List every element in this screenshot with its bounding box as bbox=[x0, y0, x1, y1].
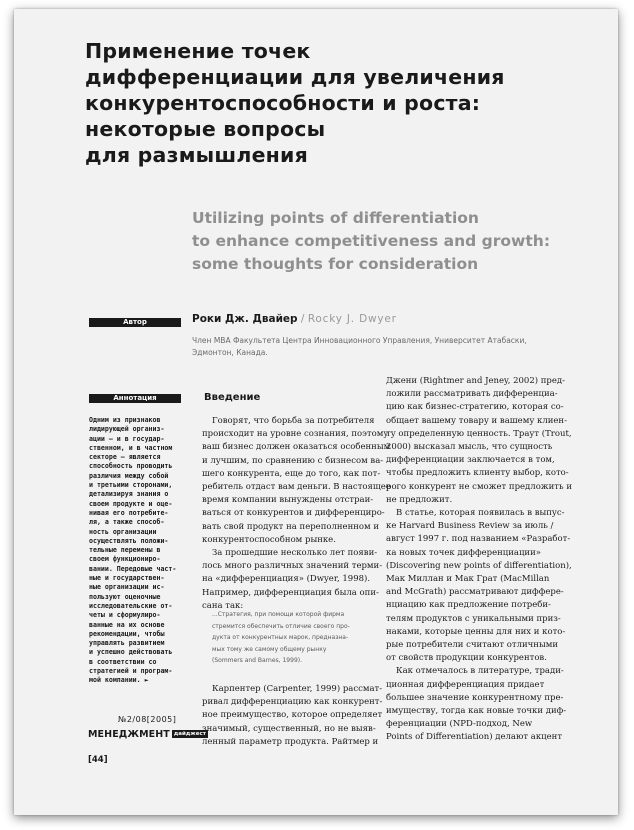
subtitle-line: Utilizing points of differentiation bbox=[192, 209, 479, 227]
author-line bbox=[192, 313, 397, 325]
abstract-line: ванные на их основе bbox=[89, 620, 165, 629]
magazine-tag: дайджест bbox=[173, 731, 206, 737]
affiliation-line: Член MBA Факультета Центра Инновационного Управления, Университет Атабаски, bbox=[192, 336, 527, 345]
abstract-line: тельные перемены в bbox=[89, 546, 161, 555]
magazine-page bbox=[14, 9, 618, 815]
subtitle-line: some thoughts for consideration bbox=[192, 255, 479, 273]
abstract-line: ации — и в государ- bbox=[89, 434, 165, 443]
abstract-line: стратегией и програм- bbox=[89, 667, 173, 676]
affiliation-line: Эдмонтон, Канада. bbox=[192, 348, 268, 357]
text-line: вать свой продукт на переполненном и bbox=[202, 521, 379, 532]
text-line: 2000) высказал мысль, что сущность bbox=[386, 442, 553, 453]
section-heading: Введение bbox=[204, 392, 261, 403]
text-line: ваш бизнес должен оказаться особенным bbox=[202, 442, 391, 453]
text-line: Points of Differentiation) делают акцент bbox=[386, 732, 563, 743]
quote-line: дукта от конкурентных марок, предназна- bbox=[212, 634, 349, 641]
subtitle-line: to enhance competitiveness and growth: bbox=[192, 232, 551, 250]
text-line: большее значение конкурентному пре- bbox=[386, 692, 564, 703]
abstract-line: нивая его потребите- bbox=[89, 508, 169, 517]
text-line: За прошедшие несколько лет появи- bbox=[212, 548, 378, 559]
issue-number: №2/08[2005] bbox=[118, 715, 177, 724]
text-line: Например, дифференциация была опи- bbox=[202, 587, 379, 598]
text-line: чтобы предложить клиенту выбор, кото- bbox=[386, 468, 569, 479]
abstract-line: ные организации ис- bbox=[89, 583, 165, 592]
magazine-name: МЕНЕДЖМЕНТ bbox=[88, 728, 170, 740]
text-line: ребитель отдаст вам деньги. В настоящее bbox=[202, 482, 391, 493]
abstract-line: детализируя знания о bbox=[89, 490, 169, 499]
text-line: наками, которые ценны для них и кото- bbox=[386, 626, 566, 637]
text-line: Говорят, что борьба за потребителя bbox=[212, 416, 375, 426]
text-line: дифференциации заключается в том, bbox=[386, 455, 555, 466]
quote-line: мых тому же самому общему рынку bbox=[212, 645, 327, 653]
abstract-line: ля, а также способ- bbox=[89, 518, 165, 527]
abstract-line: секторе — является bbox=[89, 453, 161, 462]
abstract-text bbox=[89, 416, 189, 686]
abstract-line: вании. Передовые част- bbox=[89, 564, 177, 573]
text-line: ту определенную ценность. Траут (Trout, bbox=[386, 428, 572, 439]
text-line: значимый, существенный, но не выяв- bbox=[202, 723, 376, 734]
text-line: не предложит. bbox=[386, 494, 453, 505]
abstract-line: исследовательские от- bbox=[89, 601, 173, 610]
text-line: Джени (Rightmer and Jeney, 2002) пред- bbox=[386, 376, 566, 386]
text-line: and McGrath) рассматривают диффере- bbox=[386, 587, 564, 598]
title-line: некоторые вопросы bbox=[85, 117, 326, 141]
text-line: нциацию как предложение потреби- bbox=[386, 600, 551, 611]
text-line: ваться от конкурентов и дифференциро- bbox=[202, 508, 385, 519]
text-line: рые потребители считают отличными bbox=[386, 640, 559, 651]
text-line: ривал дифференциацию как конкурент- bbox=[202, 697, 383, 708]
abstract-line: и успешно действовать bbox=[89, 648, 173, 657]
text-line: Как отмечалось в литературе, тради- bbox=[396, 666, 564, 677]
abstract-line: Одним из признаков bbox=[89, 416, 161, 424]
text-line: телям продуктов с уникальными приз- bbox=[386, 613, 561, 624]
author-label: Автор bbox=[89, 318, 181, 327]
abstract-line: в соответствии со bbox=[89, 657, 157, 666]
abstract-line: и третьими сторонами, bbox=[89, 481, 173, 490]
body-column-2 bbox=[386, 375, 572, 745]
block-quote bbox=[212, 609, 350, 667]
abstract-line: способность проводить bbox=[89, 462, 173, 471]
text-line: ложили рассматривать дифференциа- bbox=[386, 389, 558, 400]
abstract-line: управлять развитием bbox=[89, 639, 165, 648]
text-line: рого конкурент не сможет предложить и bbox=[386, 481, 572, 492]
abstract-line: ные и государствен- bbox=[89, 574, 165, 583]
text-line: В статье, которая появилась в выпус- bbox=[396, 508, 565, 519]
text-line: ка новых точек дифференциации» bbox=[386, 547, 541, 558]
text-line: конкурентоспособном рынке. bbox=[202, 534, 336, 545]
title-line: конкурентоспособности и роста: bbox=[85, 91, 481, 115]
text-line: и лучшим, по сравнению с бизнесом ва- bbox=[202, 455, 384, 466]
text-line: ное преимущество, которое определяет bbox=[202, 710, 383, 721]
title-line: для размышления bbox=[85, 143, 308, 167]
text-line: шего конкурента, еще до того, как пот- bbox=[202, 468, 381, 479]
text-line: Карпентер (Carpenter, 1999) рассмат- bbox=[212, 684, 383, 694]
title-line: Применение точек bbox=[85, 39, 311, 63]
text-line: от свойств продукции конкурентов. bbox=[386, 653, 547, 664]
abstract-line: мой компании. ► bbox=[89, 676, 149, 685]
abstract-line: пользуют оценочные bbox=[89, 592, 161, 601]
abstract-line: осуществлять положи- bbox=[89, 536, 169, 545]
article-title bbox=[85, 38, 605, 168]
text-line: на «дифференциация» (Dwyer, 1998). bbox=[202, 574, 371, 585]
abstract-line: рекомендации, чтобы bbox=[89, 629, 165, 638]
text-line: общает вашему товару и вашему клиен- bbox=[386, 415, 567, 426]
text-line: август 1997 г. под названием «Разработ- bbox=[386, 534, 571, 545]
text-line: ке Harvard Business Review за июль / bbox=[386, 521, 554, 532]
text-line: цию как бизнес-стратегию, которая со- bbox=[386, 402, 564, 413]
text-line: происходит на уровне сознания, поэтому bbox=[202, 429, 389, 440]
abstract-line: четы и сформулиро- bbox=[89, 611, 161, 620]
text-line: ференциации (NPD-подход, New bbox=[386, 719, 533, 730]
text-line: ленный параметр продукта. Райтмер и bbox=[202, 736, 379, 747]
text-line: Мак Миллан и Мак Грат (MacMillan bbox=[386, 574, 550, 585]
abstract-line: своем функциониро- bbox=[89, 555, 161, 564]
title-line: дифференциации для увеличения bbox=[85, 65, 505, 89]
quote-line: ...Стратегия, при помощи которой фирма bbox=[212, 611, 345, 618]
abstract-line: лидирующей организ- bbox=[89, 425, 165, 434]
text-line: (Discovering new points of differentiation), bbox=[386, 560, 572, 571]
text-line: имуществу, тогда как новые точки диф- bbox=[386, 706, 567, 717]
page-number: [44] bbox=[88, 755, 108, 765]
author-affiliation bbox=[192, 335, 592, 359]
abstract-line: своем продукте и оце- bbox=[89, 499, 173, 508]
author-name-russian: Роки Дж. Двайер bbox=[192, 313, 298, 325]
abstract-line: ность организации bbox=[89, 527, 157, 536]
author-name-english: Rocky J. Dwyer bbox=[307, 313, 397, 325]
text-line: сана так: bbox=[202, 600, 244, 611]
text-line: время компании вынуждены отстраи- bbox=[202, 495, 374, 506]
magazine-logo bbox=[88, 728, 206, 740]
quote-line: (Sommers and Barnes, 1999). bbox=[212, 657, 303, 664]
body-column-1-continued bbox=[202, 683, 382, 749]
body-column-1 bbox=[202, 415, 391, 613]
quote-line: стремится обеспечить отличие своего про- bbox=[212, 622, 350, 630]
abstract-line: различия между собой bbox=[89, 471, 169, 480]
abstract-line: ственном, и в частном bbox=[89, 443, 173, 452]
text-line: лось много различных значений терми- bbox=[202, 561, 383, 572]
author-separator: / bbox=[300, 313, 305, 325]
abstract-label: Аннотация bbox=[89, 394, 181, 403]
article-subtitle-english bbox=[192, 207, 612, 276]
text-line: ционная дифференциация придает bbox=[386, 679, 545, 690]
